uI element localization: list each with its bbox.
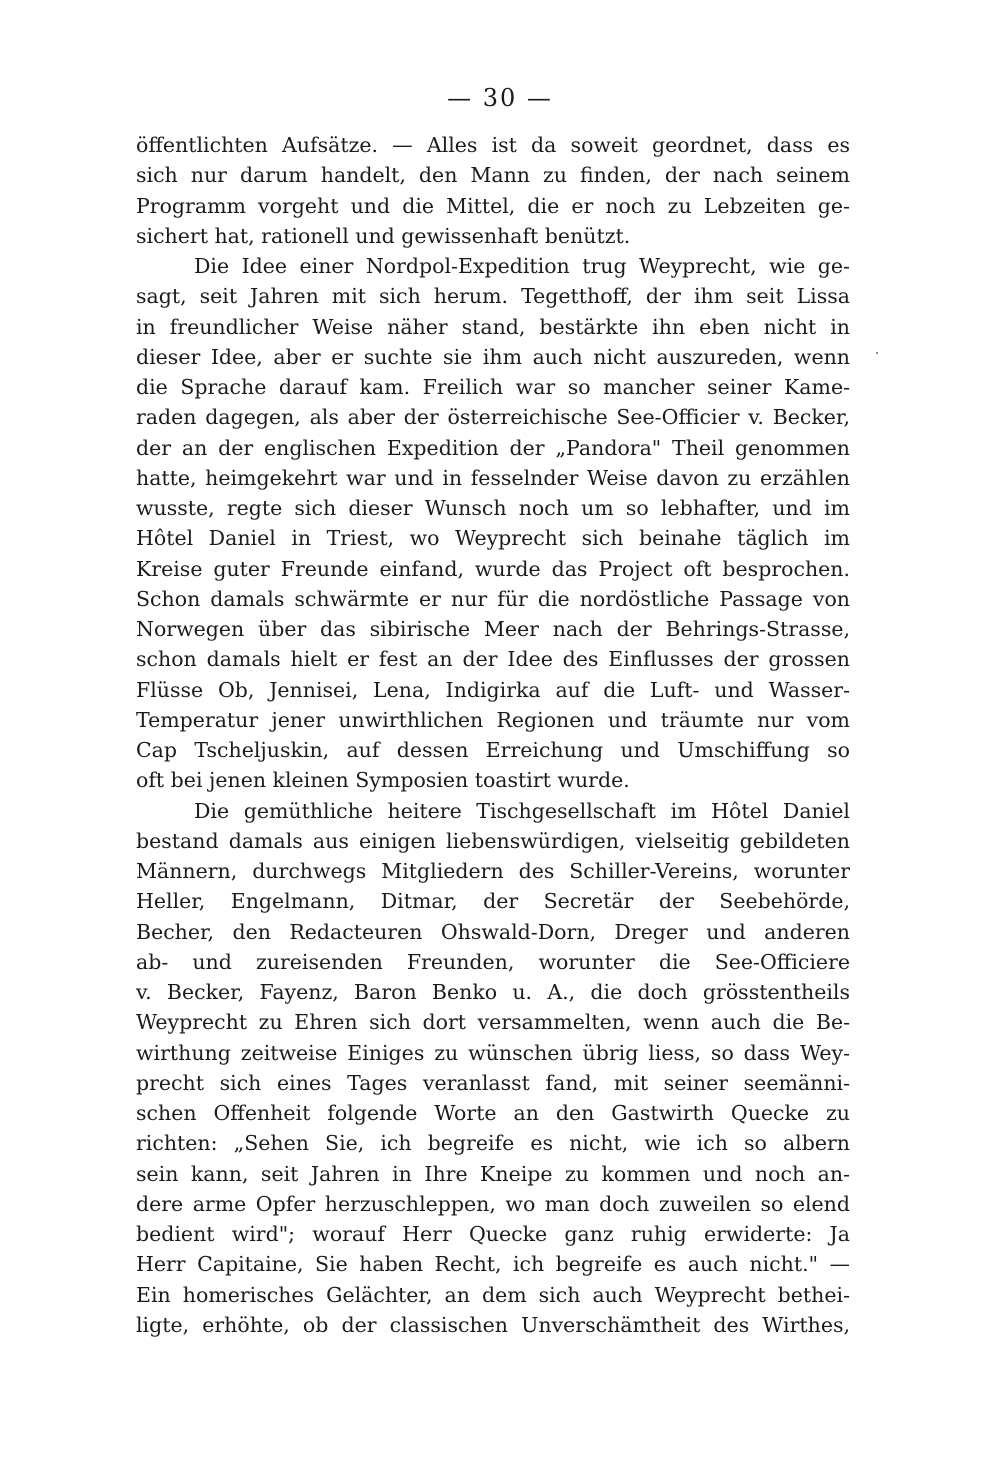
text-line: Hôtel Daniel in Triest, wo Weyprecht sich beinahe täglich im xyxy=(136,526,850,551)
text-line: ligte, erhöhte, ob der classischen Unverschämtheit des Wirthes, xyxy=(136,1312,850,1337)
text-line: dere arme Opfer herzuschleppen, wo man doch zuweilen so elend xyxy=(136,1191,850,1216)
text-line: die Sprache darauf kam. Freilich war so mancher seiner Kame- xyxy=(136,375,850,399)
paragraph-first-line: Die Idee einer Nordpol-Expedition trug Weyprecht, wie ge- xyxy=(194,254,850,278)
text-line: wusste, regte sich dieser Wunsch noch um so lebhafter, und im xyxy=(136,496,850,520)
text-line: Kreise guter Freunde einfand, wurde das Project oft besprochen. xyxy=(136,556,850,581)
text-line: bedient wird"; worauf Herr Quecke ganz ruhig erwiderte: Ja xyxy=(136,1222,850,1246)
text-line: Ein homerisches Gelächter, an dem sich auch Weyprecht bethei- xyxy=(136,1282,850,1307)
text-line: Norwegen über das sibirische Meer nach der Behrings-Strasse, xyxy=(136,617,850,641)
text-line: oft bei jenen kleinen Symposien toastirt wurde. xyxy=(136,768,630,793)
text-line: sich nur darum handelt, den Mann zu finden, der nach seinem xyxy=(136,163,850,188)
text-line: dieser Idee, aber er suchte sie ihm auch nicht auszureden, wenn xyxy=(136,344,850,369)
text-line: Temperatur jener unwirthlichen Regionen und träumte nur vom xyxy=(136,707,850,732)
text-line: Herr Capitaine, Sie haben Recht, ich begreife es auch nicht." — xyxy=(136,1252,850,1277)
body-text xyxy=(136,130,850,1340)
text-line: Cap Tscheljuskin, auf dessen Erreichung und Umschiffung so xyxy=(136,738,850,762)
text-line: wirthung zeitweise Einiges zu wünschen übrig liess, so dass Wey- xyxy=(136,1040,850,1065)
page-number: — 30 — xyxy=(447,84,553,112)
text-line: Weyprecht zu Ehren sich dort versammelten, wenn auch die Be- xyxy=(136,1010,850,1035)
text-line: raden dagegen, als aber der österreichische See-Officier v. Becker, xyxy=(136,405,850,430)
text-line: Heller, Engelmann, Ditmar, der Secretär der Seebehörde, xyxy=(136,889,850,914)
text-line: ab- und zureisenden Freunden, worunter die See-Officiere xyxy=(136,949,850,974)
text-line: öffentlichten Aufsätze. — Alles ist da soweit geordnet, dass es xyxy=(136,133,850,157)
text-line: precht sich eines Tages veranlasst fand, mit seiner seemänni- xyxy=(136,1070,850,1095)
text-line: Schon damals schwärmte er nur für die nordöstliche Passage von xyxy=(136,586,850,611)
text-line: schon damals hielt er fest an der Idee des Einflusses der grossen xyxy=(136,647,850,672)
text-line: Männern, durchwegs Mitgliedern des Schiller-Vereins, worunter xyxy=(136,859,850,883)
paragraph-first-line: Die gemüthliche heitere Tischgesellschaft im Hôtel Daniel xyxy=(194,798,850,823)
text-line: Flüsse Ob, Jennisei, Lena, Indigirka auf die Luft- und Wasser- xyxy=(136,677,850,702)
text-line: v. Becker, Fayenz, Baron Benko u. A., die doch grösstentheils xyxy=(136,980,850,1004)
text-line: bestand damals aus einigen liebenswürdigen, vielseitig gebildeten xyxy=(136,828,850,853)
text-line: sein kann, seit Jahren in Ihre Kneipe zu kommen und noch an- xyxy=(136,1161,850,1186)
text-line: Programm vorgeht und die Mittel, die er noch zu Lebzeiten ge- xyxy=(136,193,850,218)
text-line: sichert hat, rationell und gewissenhaft benützt. xyxy=(136,223,631,248)
text-line: richten: „Sehen Sie, ich begreife es nicht, wie ich so albern xyxy=(136,1131,850,1156)
margin-speck xyxy=(876,352,878,354)
text-line: sagt, seit Jahren mit sich herum. Tegetthoff, der ihm seit Lissa xyxy=(136,284,850,309)
text-line: schen Offenheit folgende Worte an den Gastwirth Quecke zu xyxy=(136,1101,850,1125)
text-line: in freundlicher Weise näher stand, bestärkte ihn eben nicht in xyxy=(136,314,850,339)
text-line: der an der englischen Expedition der „Pandora" Theil genommen xyxy=(136,435,850,460)
text-line: Becher, den Redacteuren Ohswald-Dorn, Dreger und anderen xyxy=(136,919,850,944)
text-line: hatte, heimgekehrt war und in fesselnder Weise davon zu erzählen xyxy=(136,465,850,490)
